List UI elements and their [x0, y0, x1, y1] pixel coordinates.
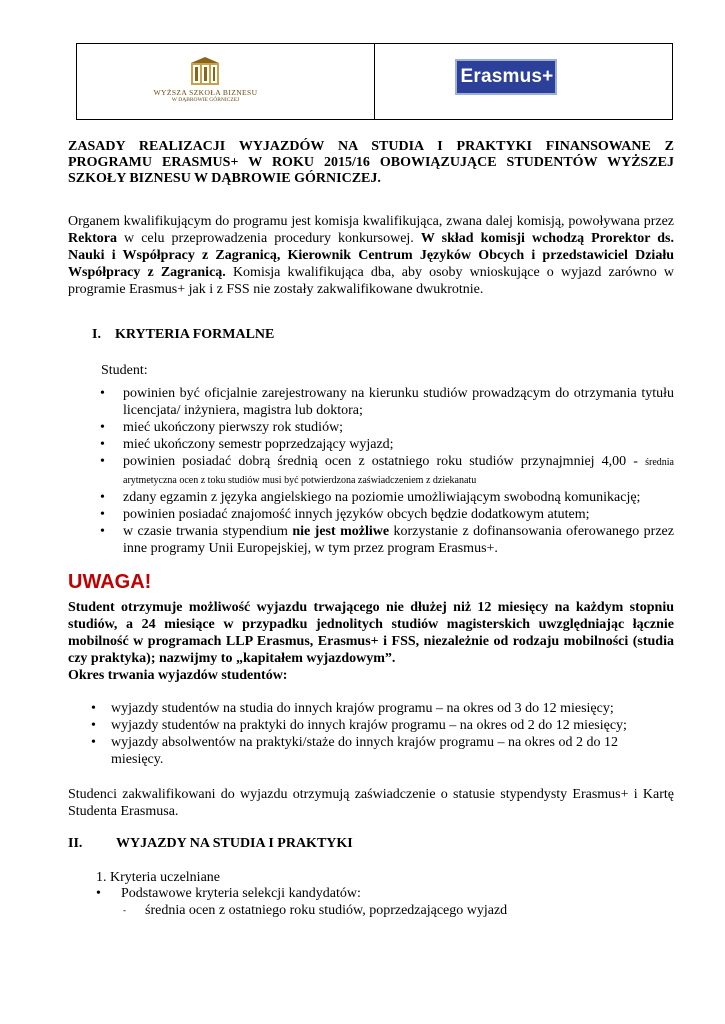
- uwaga-text: Student otrzymuje możliwość wyjazdu trwającego nie dłużej niż 12 miesięcy na każdym stopniu studiów, a 24 miesiące w przypadku jednolitych studiów magisterskich uwzględniając łącznie mobilność w programach LLP Erasmus, Erasmus+ i FSS, niezależnie od rodzaju mobilności (studia czy praktyka); nazwijmy to „kapitałem wyjazdowym”.: [68, 600, 674, 666]
- document-title: ZASADY REALIZACJI WYJAZDÓW NA STUDIA I PRAKTYKI FINANSOWANE Z PROGRAMU ERASMUS+ W ROKU 2015/16 OBOWIĄZUJĄCE STUDENTÓW WYŻSZEJ SZKOŁY BIZNESU W DĄBROWIE GÓRNICZEJ.: [68, 139, 674, 186]
- section-1-number: I.: [92, 327, 101, 342]
- intro-committee: W skład komisji wchodzą Prorektor ds. Nauki i Współpracy z Zagranicą, Kierownik Centrum Języków Obcych i przedstawiciel Działu Współpracy z Zagranicą.: [68, 231, 674, 280]
- closing-paragraph: Studenci zakwalifikowani do wyjazdu otrzymują zaświadczenie o statusie stypendysty Erasmus+ i Kartę Studenta Erasmusa.: [68, 787, 674, 819]
- section-1-title: KRYTERIA FORMALNE: [115, 327, 275, 342]
- intro-rektor: Rektora: [68, 231, 117, 246]
- erasmus-logo: [455, 59, 557, 95]
- list-item: • wyjazdy studentów na praktyki do innych krajów programu – na okres od 2 do 12 miesięcy;: [91, 718, 627, 733]
- erasmus-logo-cell: [374, 44, 672, 119]
- student-label: Student:: [101, 363, 148, 378]
- dash-icon: -: [123, 905, 126, 915]
- header-logos-table: [76, 43, 673, 120]
- erasmus-logo-text: Erasmus+: [460, 65, 554, 87]
- sub-criteria-heading: 1. Kryteria uczelniane: [96, 870, 220, 885]
- duration-heading: Okres trwania wyjazdów studentów:: [68, 668, 288, 683]
- selection-criteria-label: Podstawowe kryteria selekcji kandydatów:: [121, 886, 361, 901]
- intro-text-1: Organem kwalifikującym do programu jest komisja kwalifikująca, zwana dalej komisją, powoływana przez: [68, 214, 674, 229]
- intro-text-3: Komisja kwalifikująca dba, aby osoby wnioskujące o wyjazd zarówno w programie Erasmus+ jak i z FSS nie zostały zakwalifikowane dwukrotnie.: [68, 265, 674, 297]
- duration-list: [91, 700, 651, 768]
- section-2-title: WYJAZDY NA STUDIA I PRAKTYKI: [116, 836, 353, 851]
- list-item: • powinien posiadać dobrą średnią ocen z ostatniego roku studiów przynajmniej 4,00 - średnia arytmetyczna ocen z toku studiów musi być potwierdzona zaświadczeniem z dziekanatu: [100, 454, 674, 486]
- wsb-emblem-icon: [188, 57, 222, 87]
- intro-paragraph: [68, 213, 674, 298]
- bullet-icon: •: [96, 886, 101, 901]
- list-item: • mieć ukończony pierwszy rok studiów;: [100, 420, 344, 435]
- formal-criteria-list: [100, 385, 674, 557]
- wsb-logo-name: WYŻSZA SZKOŁA BIZNESU: [153, 87, 258, 97]
- list-item: • zdany egzamin z języka angielskiego na poziomie umożliwiającym swobodną komunikację;: [100, 490, 641, 505]
- list-item: • powinien posiadać znajomość innych języków obcych będzie dodatkowym atutem;: [100, 507, 590, 522]
- list-item: • w czasie trwania stypendium nie jest możliwe korzystanie z dofinansowania oferowanego przez inne programy Unii Europejskiej, w tym przez program Erasmus+.: [100, 524, 674, 556]
- list-item: • powinien być oficjalnie zarejestrowany na kierunku studiów prowadzącym do otrzymania tytułu licencjata/ inżyniera, magistra lub doktora;: [100, 386, 674, 418]
- wsb-logo: [154, 57, 258, 103]
- section-2-number: II.: [68, 836, 83, 851]
- wsb-logo-sub: W DĄBROWIE GÓRNICZEJ: [171, 96, 240, 103]
- grade-note: średnia arytmetyczna ocen z toku studiów musi być potwierdzona zaświadczeniem z dziekanatu: [123, 457, 674, 486]
- list-item: • wyjazdy absolwentów na praktyki/staże do innych krajów programu – na okres od 2 do 12 miesięcy.: [91, 735, 618, 767]
- uwaga-heading: UWAGA!: [68, 571, 152, 593]
- intro-text-2: w celu przeprowadzenia procedury konkursowej.: [117, 231, 421, 246]
- list-item: • wyjazdy studentów na studia do innych krajów programu – na okres od 3 do 12 miesięcy;: [91, 701, 614, 716]
- dash-item-average: średnia ocen z ostatniego roku studiów, poprzedzającego wyjazd: [145, 903, 508, 918]
- wsb-logo-cell: [77, 44, 374, 119]
- list-item: • mieć ukończony semestr poprzedzający wyjazd;: [100, 437, 394, 452]
